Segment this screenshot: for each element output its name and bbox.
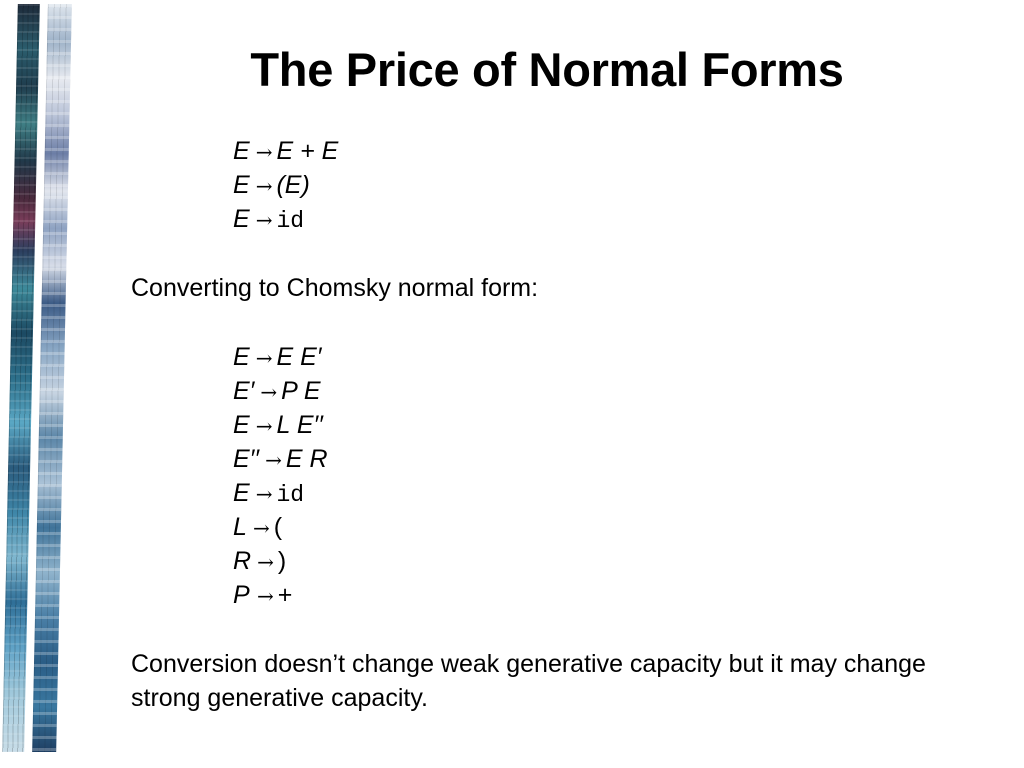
original-grammar bbox=[233, 134, 338, 236]
rule-rhs: ( bbox=[273, 513, 283, 541]
grammar-rule bbox=[233, 578, 328, 612]
rule-lhs: E′ bbox=[233, 377, 255, 405]
rule-lhs: E bbox=[233, 171, 250, 199]
arrow-symbol: → bbox=[257, 584, 274, 608]
grammar-rule bbox=[233, 442, 328, 476]
arrow-symbol: → bbox=[255, 414, 273, 438]
rule-lhs: P bbox=[233, 581, 250, 609]
rule-rhs: E R bbox=[285, 445, 328, 473]
rule-lhs: E bbox=[233, 137, 250, 165]
grammar-rule bbox=[233, 168, 338, 202]
rule-lhs: E′′ bbox=[233, 445, 260, 473]
rule-lhs: E bbox=[233, 479, 250, 507]
arrow-symbol: → bbox=[255, 140, 273, 164]
grammar-rule bbox=[233, 476, 328, 510]
arrow-symbol: → bbox=[265, 448, 282, 472]
arrow-symbol: → bbox=[255, 346, 273, 370]
arrow-symbol: → bbox=[255, 174, 273, 198]
rule-rhs: P E bbox=[281, 377, 321, 405]
arrow-symbol: → bbox=[255, 208, 273, 232]
grammar-rule bbox=[233, 340, 328, 374]
arrow-symbol: → bbox=[260, 380, 278, 404]
rule-rhs: E + E bbox=[276, 137, 339, 165]
rule-lhs: E bbox=[233, 343, 250, 371]
decorative-strip-right bbox=[32, 4, 72, 752]
rule-lhs: R bbox=[233, 547, 252, 575]
rule-rhs: + bbox=[277, 581, 293, 609]
rule-rhs: ) bbox=[277, 547, 287, 575]
rule-rhs: id bbox=[276, 482, 305, 508]
cnf-grammar bbox=[233, 340, 328, 612]
rule-rhs: E E′ bbox=[276, 343, 322, 371]
slide-title: The Price of Normal Forms bbox=[250, 43, 844, 96]
grammar-rule bbox=[233, 510, 328, 544]
grammar-rule bbox=[233, 374, 328, 408]
arrow-symbol: → bbox=[257, 550, 274, 574]
rule-lhs: L bbox=[233, 513, 247, 541]
rule-rhs: (E) bbox=[276, 171, 310, 199]
conclusion-text: Conversion doesn’t change weak generative capacity but it may change strong generative capacity. bbox=[131, 650, 926, 712]
arrow-symbol: → bbox=[255, 482, 273, 506]
rule-lhs: E bbox=[233, 205, 250, 233]
rule-rhs: L E′′ bbox=[276, 411, 323, 439]
grammar-rule bbox=[233, 544, 328, 578]
grammar-rule bbox=[233, 134, 338, 168]
rule-rhs: id bbox=[276, 208, 305, 234]
grammar-rule bbox=[233, 202, 338, 236]
rule-lhs: E bbox=[233, 411, 250, 439]
arrow-symbol: → bbox=[253, 516, 270, 540]
grammar-rule bbox=[233, 408, 328, 442]
conversion-heading: Converting to Chomsky normal form: bbox=[131, 274, 539, 302]
